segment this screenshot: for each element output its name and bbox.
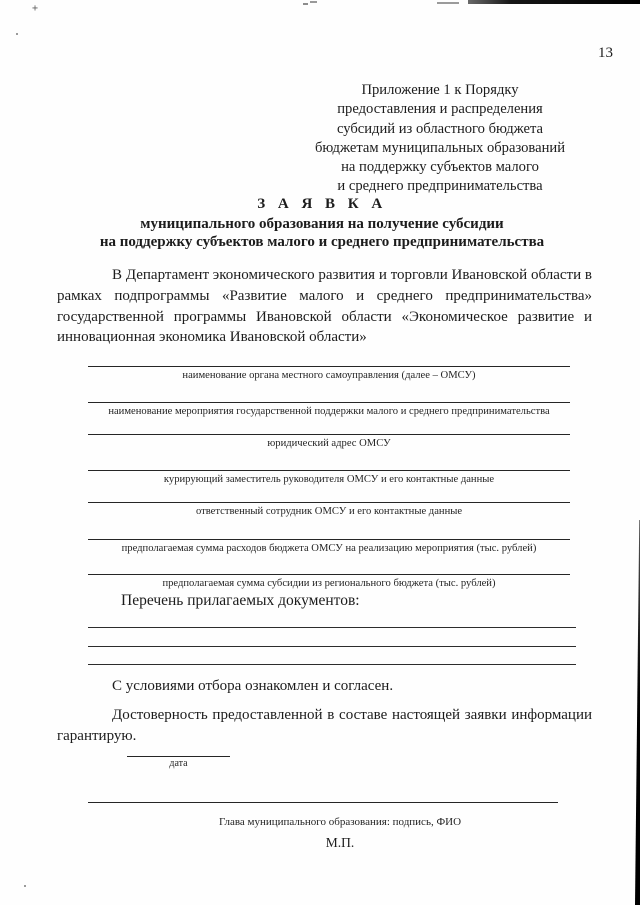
form-field-budget-expenses <box>88 539 570 554</box>
appendix-line: бюджетам муниципальных образований <box>314 139 566 156</box>
field-caption: ответственный сотрудник ОМСУ и его контактные данные <box>195 505 463 517</box>
form-field-support-measure <box>88 402 570 417</box>
appendix-line: субсидий из областного бюджета <box>336 120 544 137</box>
field-caption: предполагаемая сумма расходов бюджета ОМСУ на реализацию мероприятия (тыс. рублей) <box>121 542 537 554</box>
agreement-statement: С условиями отбора ознакомлен и согласен. <box>112 678 394 694</box>
scan-artifact-top-streak <box>468 0 640 4</box>
field-caption: наименование органа местного самоуправления (далее – ОМСУ) <box>182 369 476 381</box>
scan-artifact-plus: + <box>32 3 39 14</box>
form-field-deputy-head <box>88 470 570 485</box>
signature-line <box>88 802 558 803</box>
appendix-line: на поддержку субъектов малого <box>341 159 539 176</box>
form-field-subsidy-amount <box>88 574 570 589</box>
page-number: 13 <box>598 45 613 61</box>
seal-mark: М.П. <box>325 835 355 850</box>
signature-caption: Глава муниципального образования: подпись, ФИО <box>218 816 462 828</box>
scan-artifact-speck <box>16 33 18 35</box>
appendix-line: предоставления и распределения <box>337 101 543 118</box>
appendix-line: Приложение 1 к Порядку <box>361 82 519 98</box>
form-field-responsible-employee <box>88 502 570 517</box>
attachment-blank-line <box>88 664 576 665</box>
appendix-line: и среднего предпринимательства <box>337 178 543 195</box>
date-caption: дата <box>169 758 188 769</box>
form-field-omsu-name <box>88 366 570 381</box>
document-title: З А Я В К А <box>257 196 387 212</box>
document-title-block <box>52 196 592 251</box>
field-caption: курирующий заместитель руководителя ОМСУ и его контактные данные <box>163 473 495 485</box>
guarantee-statement: Достоверность предоставленной в составе настоящей заявки информации гарантирую. <box>57 707 592 744</box>
attachments-label: Перечень прилагаемых документов: <box>121 592 360 609</box>
field-caption: наименование мероприятия государственной поддержки малого и среднего предпринимательства <box>108 405 550 417</box>
field-caption: предполагаемая сумма субсидии из регионального бюджета (тыс. рублей) <box>162 577 496 589</box>
scan-artifact-mark <box>310 1 317 3</box>
appendix-reference-block <box>294 81 586 197</box>
attachment-blank-line <box>88 627 576 628</box>
field-caption: юридический адрес ОМСУ <box>267 437 391 449</box>
document-subtitle-line: на поддержку субъектов малого и среднего предпринимательства <box>99 233 545 250</box>
date-line <box>127 756 230 769</box>
scan-artifact-mark <box>303 3 308 5</box>
document-subtitle-line: муниципального образования на получение субсидии <box>140 216 504 232</box>
scan-artifact-top-dash <box>437 2 459 4</box>
attachment-blank-line <box>88 646 576 647</box>
scan-artifact-right-edge <box>635 520 640 905</box>
scan-artifact-speck <box>24 885 26 887</box>
addressee-paragraph: В Департамент экономического развития и торговли Ивановской области в рамках подпрограммы «Развитие малого и среднего предпринимательства» государственной программы Ивановской области «Экономическое развитие и инновационная экономика Ивановской области» <box>57 267 592 346</box>
form-field-legal-address <box>88 434 570 449</box>
